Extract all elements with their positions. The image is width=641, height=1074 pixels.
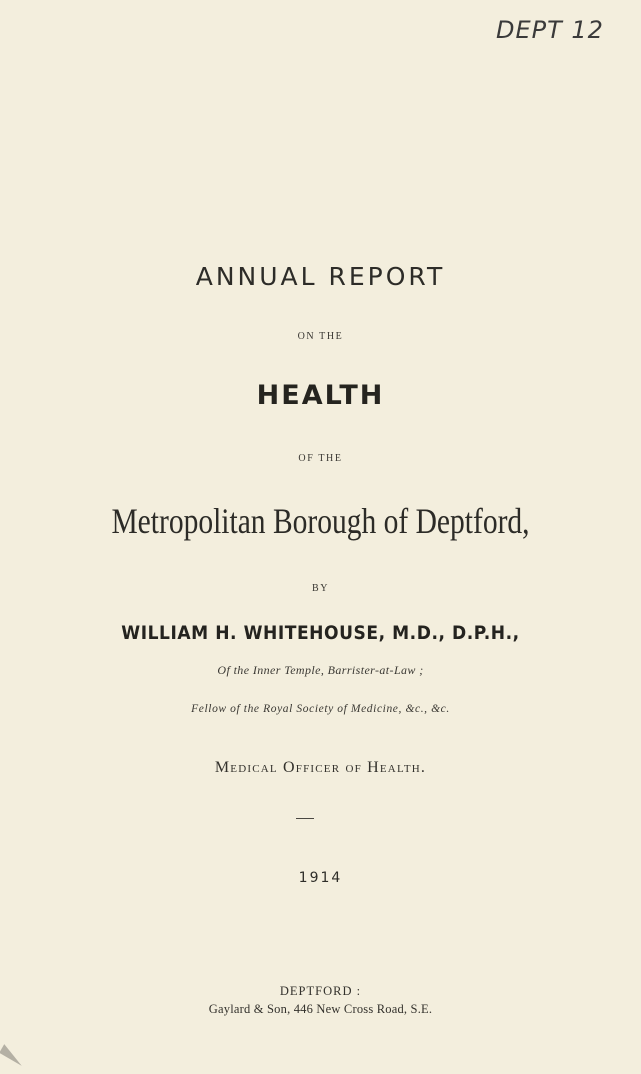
page-corner-mark	[0, 1044, 27, 1066]
publication-place: DEPTFORD :	[279, 984, 362, 998]
on-the-label: ON THE	[297, 331, 344, 342]
health-heading: HEALTH	[256, 380, 385, 411]
author-credential-inner-temple: Of the Inner Temple, Barrister-at-Law ;	[217, 663, 424, 677]
by-label: BY	[311, 583, 330, 594]
printer-imprint: Gaylard & Son, 446 New Cross Road, S.E.	[208, 1002, 433, 1016]
borough-name: Metropolitan Borough of Deptford,	[111, 501, 530, 541]
of-the-label: OF THE	[298, 453, 343, 464]
report-year: 1914	[298, 870, 343, 886]
author-credential-royal-society: Fellow of the Royal Society of Medicine, &c., &c.	[191, 703, 450, 715]
handwritten-annotation: DEPT 12	[496, 16, 604, 44]
author-name: WILLIAM H. WHITEHOUSE, M.D., D.P.H.,	[121, 622, 520, 644]
divider-rule	[296, 818, 314, 819]
report-title: ANNUAL REPORT	[195, 262, 446, 291]
author-position: Medical Officer of Health.	[214, 759, 427, 776]
